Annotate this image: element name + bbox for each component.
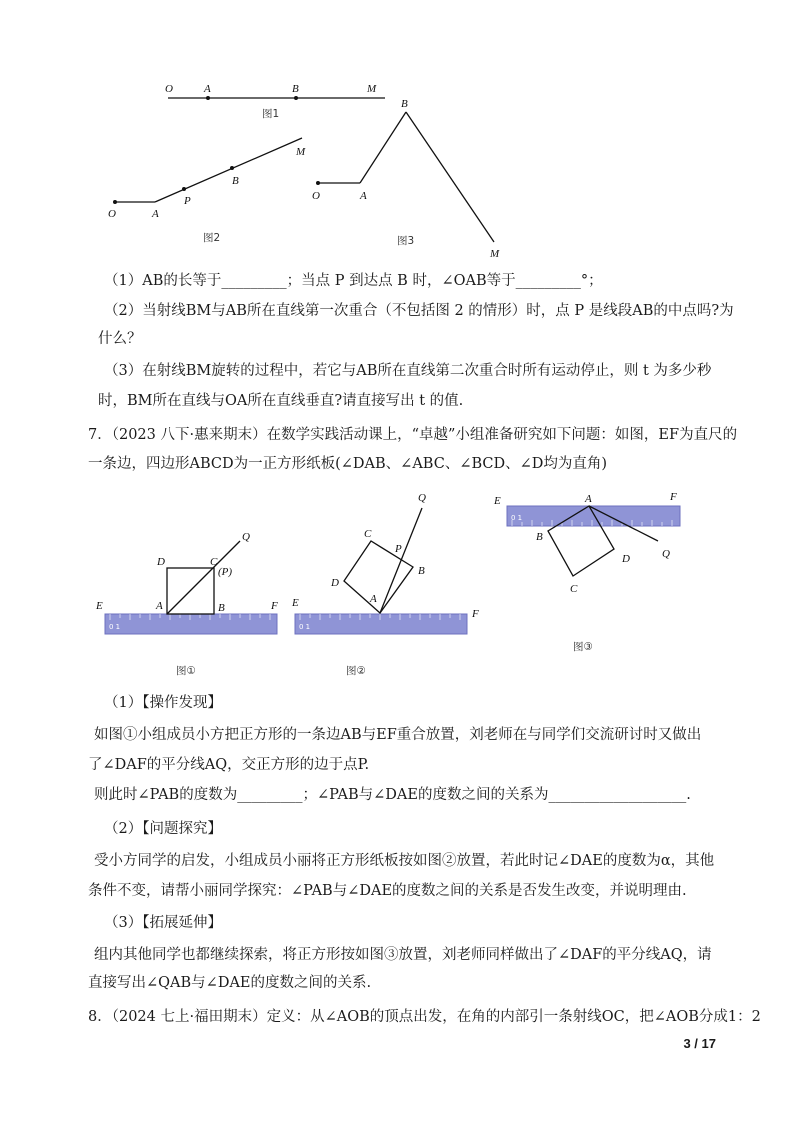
q6-part1: （1）AB的长等于_________；当点 P 到达点 B 时，∠OAB等于_________°； [104,273,603,289]
q7-fig3-label-f: F [670,491,677,503]
q7-fig3-caption: 图③ [573,641,593,653]
q7-fig1-label-q: Q [242,531,250,543]
fig2-label-a: A [152,208,159,220]
q7-fig1-ruler-mark: 0 1 [109,623,121,631]
q7-fig1-label-p: (P) [218,566,233,578]
q7-section3-line1: 组内其他同学也都继续探索，将正方形按如图③放置，刘老师同样做出了∠DAF的平分线AQ，请 [94,947,712,963]
fig3-caption: 图3 [397,235,415,247]
fig3-label-b: B [401,98,408,110]
q7-section3-title: （3）【拓展延伸】 [104,915,222,931]
q6-part2-line2: 什么？ [98,331,142,347]
fig3-label-a: A [360,190,367,202]
q7-fig3-label-c: C [570,583,578,595]
q7-fig3-label-e: E [494,495,501,507]
q7-section1-line1: 如图①小组成员小方把正方形的一条边AB与EF重合放置，刘老师在与同学们交流研讨时又做出 [94,727,702,743]
q7-fig2-ruler-mark: 0 1 [299,623,311,631]
fig1-label-a: A [204,83,211,95]
q7-fig2-label-q: Q [418,492,426,504]
q7-fig2-label-f: F [472,608,479,620]
fig2-label-b: B [232,175,239,187]
q7-stem-line1: 7．（2023 八下·惠来期末）在数学实践活动课上，“卓越”小组准备研究如下问题：如图，EF为直尺的 [88,427,738,443]
q7-fig2-caption: 图② [346,665,366,677]
q6-part3-line2: 时，BM所在直线与OA所在直线垂直?请直接写出 t 的值. [98,393,464,409]
fig2-label-m: M [296,146,306,158]
q7-fig3-ruler-mark: 0 1 [511,514,523,522]
fig2-label-p: P [184,195,191,207]
q7-section3-line2: 直接写出∠QAB与∠DAE的度数之间的关系. [88,975,372,991]
q7-fig3-label-a: A [585,493,592,505]
fig2-label-o: O [108,208,116,220]
q7-section1-line3: 则此时∠PAB的度数为_________；∠PAB与∠DAE的度数之间的关系为___________________. [94,787,691,803]
q7-fig2-label-a: A [370,593,377,605]
fig1-label-o: O [165,83,173,95]
q7-fig1-caption: 图① [176,665,196,677]
fig1-label-b: B [292,83,299,95]
q8-stem-line1: 8．（2024 七上·福田期末）定义：从∠AOB的顶点出发，在角的内部引一条射线OC，把∠AOB分成1：2 [88,1009,761,1025]
q7-fig3-label-b: B [536,531,543,543]
q7-section1-line2: 了∠DAF的平分线AQ，交正方形的边于点P. [88,757,370,773]
fig3-label-m: M [490,248,500,260]
fig3-label-o: O [312,190,320,202]
fig1-label-m: M [367,83,377,95]
q7-fig1-label-d: D [157,556,165,568]
q7-fig2-label-p: P [395,543,402,555]
q7-fig1-label-b: B [218,602,225,614]
q7-fig2-label-b: B [418,565,425,577]
q7-section2-line2: 条件不变，请帮小丽同学探究：∠PAB与∠DAE的度数之间的关系是否发生改变，并说明理由. [88,883,687,899]
q7-section2-line1: 受小方同学的启发，小组成员小丽将正方形纸板按如图②放置，若此时记∠DAE的度数为α，其他 [94,853,715,869]
q6-part3-line1: （3）在射线BM旋转的过程中，若它与AB所在直线第二次重合时所有运动停止，则 t 为多少秒 [104,363,712,379]
fig2-caption: 图2 [203,232,221,244]
q7-stem-line2: 一条边，四边形ABCD为一正方形纸板(∠DAB、∠ABC、∠BCD、∠D均为直角) [88,456,608,472]
q7-fig3-label-d: D [622,553,630,565]
q7-fig2-label-e: E [292,597,299,609]
q7-fig1-label-a: A [156,600,163,612]
q7-fig2-label-d: D [331,577,339,589]
q7-fig1-label-c: C [210,556,218,568]
q6-part2-line1: （2）当射线BM与AB所在直线第一次重合（不包括图 2 的情形）时，点 P 是线段AB的中点吗?为 [104,303,734,319]
q7-fig3-label-q: Q [662,548,670,560]
page-number: 3 / 17 [683,1036,716,1051]
q7-section2-title: （2）【问题探究】 [104,821,222,837]
fig1-caption: 图1 [262,108,280,120]
q7-section1-title: （1）【操作发现】 [104,695,222,711]
q7-fig1-label-f: F [271,600,278,612]
q7-fig1-label-e: E [96,600,103,612]
q7-fig2-label-c: C [364,528,372,540]
